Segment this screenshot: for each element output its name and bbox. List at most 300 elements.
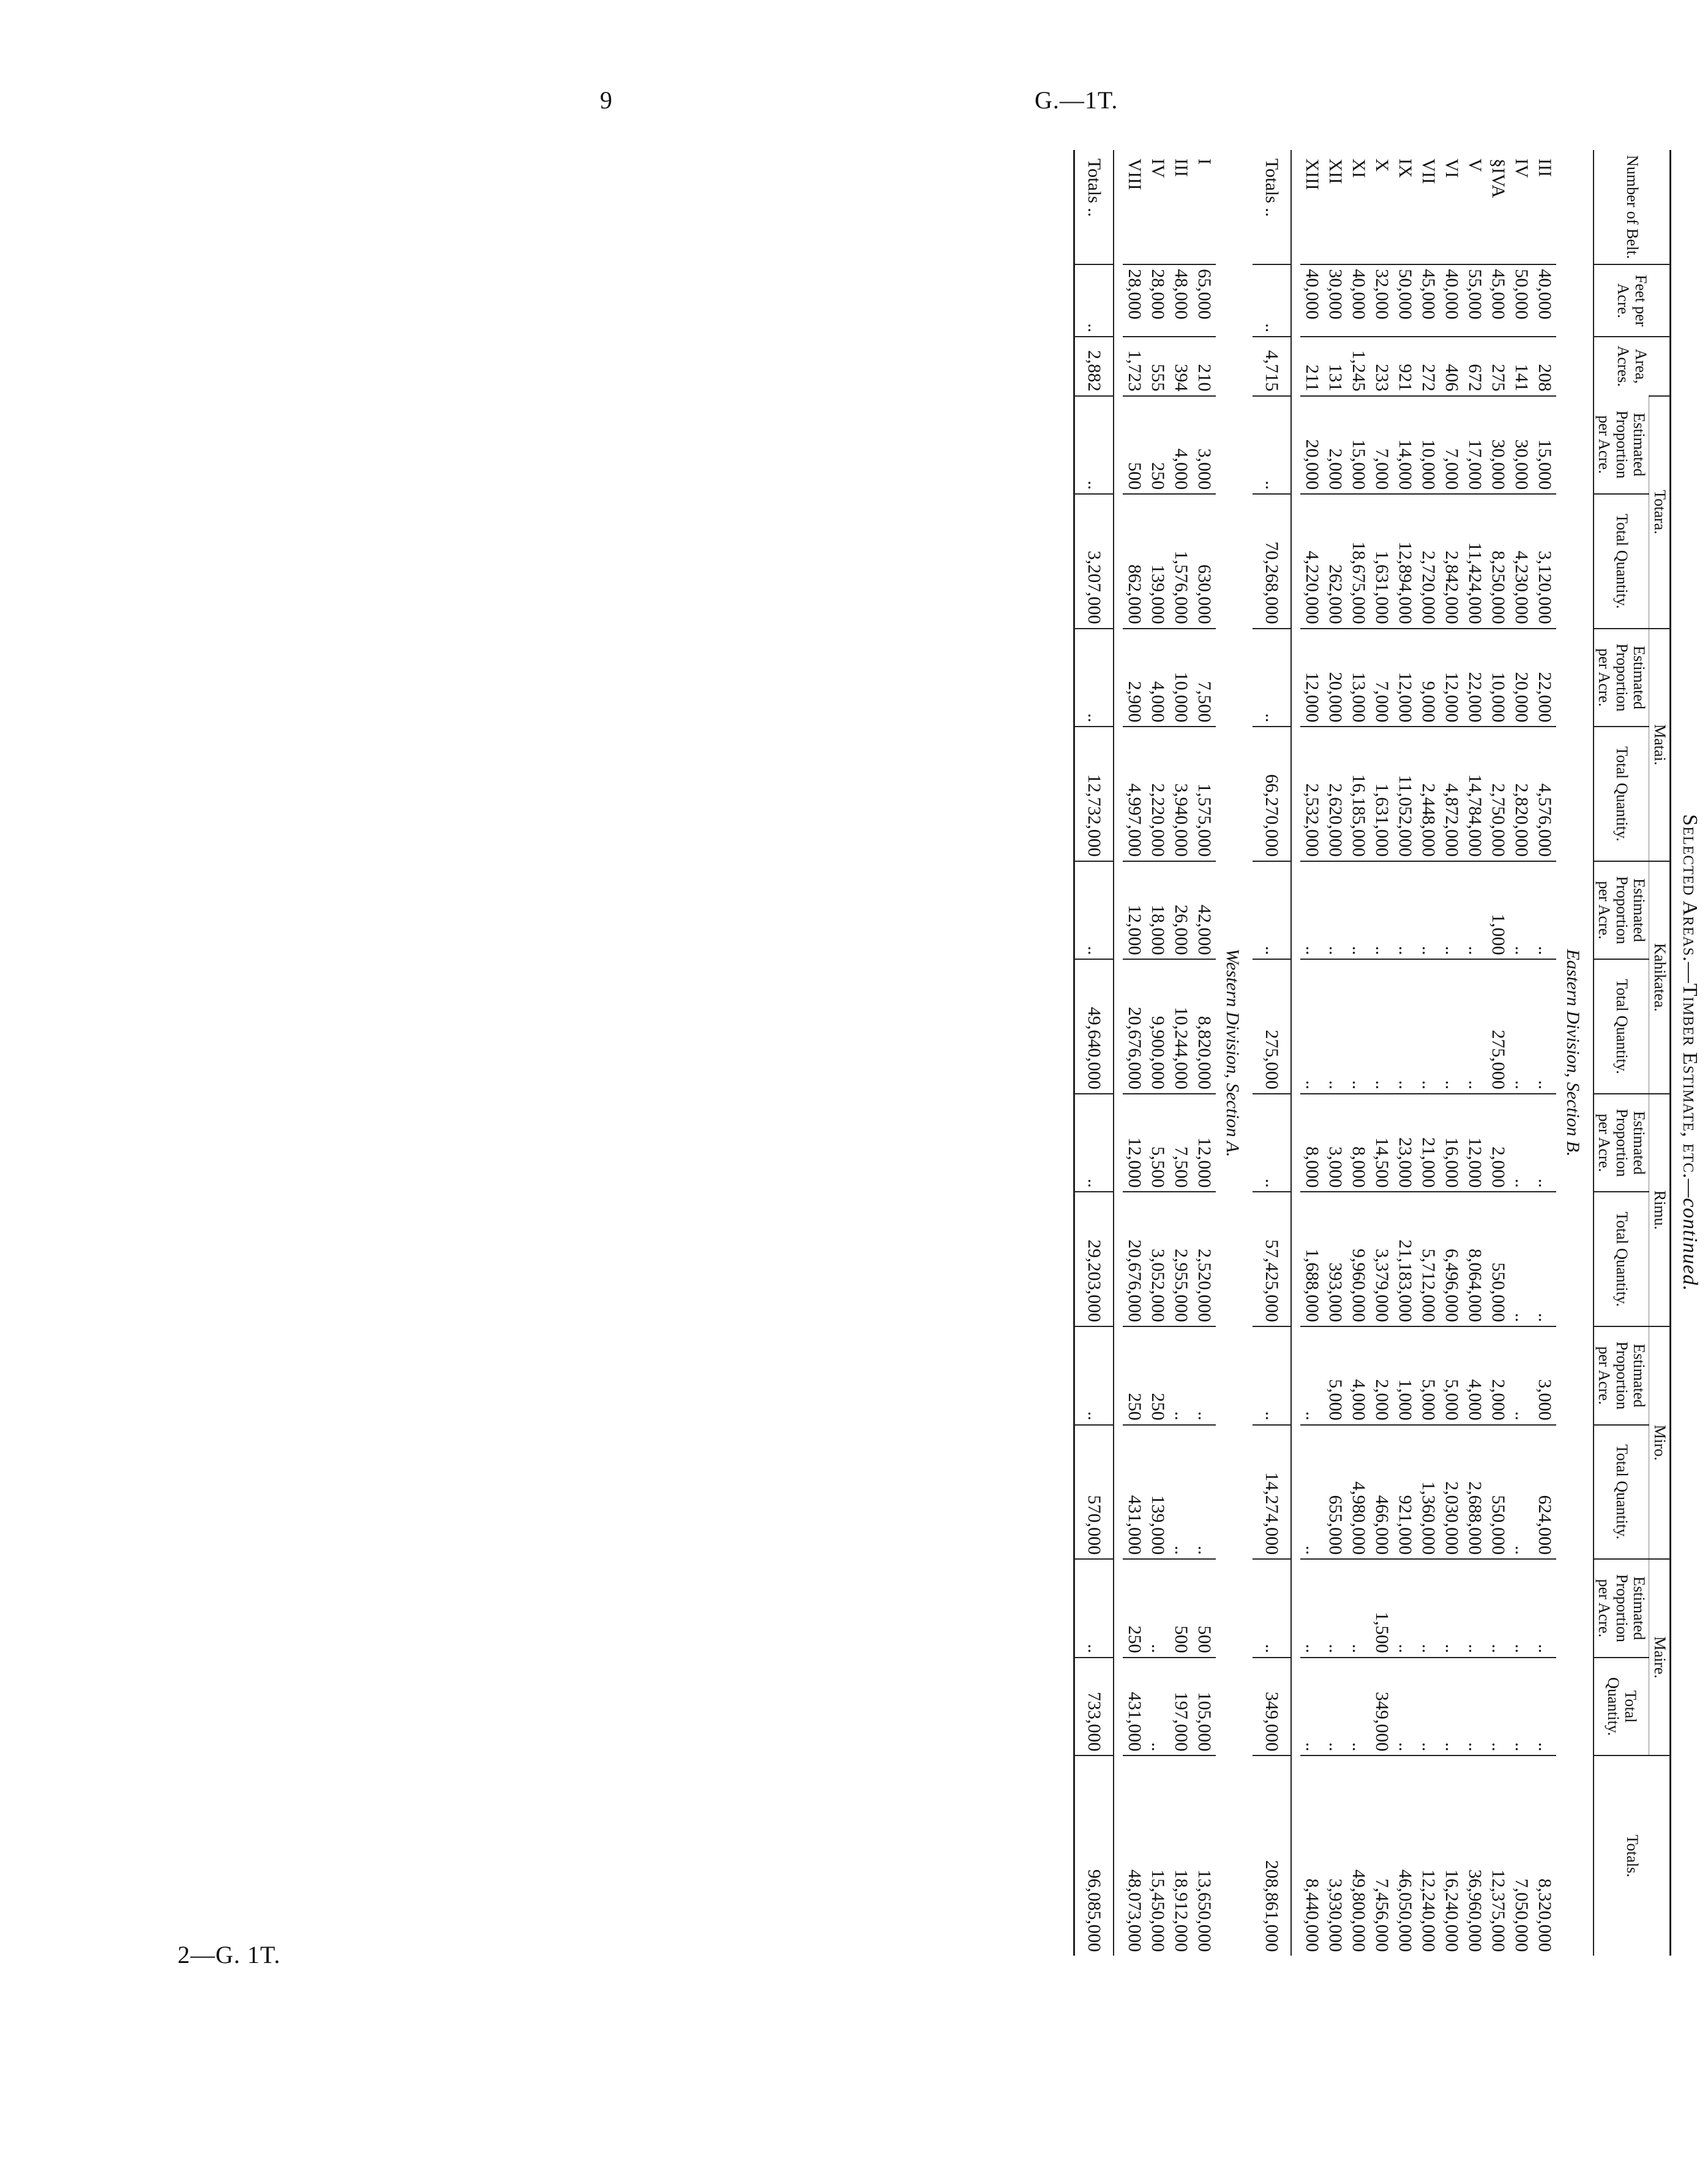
belt-cell: VI xyxy=(1441,159,1462,178)
value-cell: .. xyxy=(1300,959,1324,1094)
value-cell: 5,712,000 xyxy=(1417,1192,1440,1326)
value-cell: 2,000 xyxy=(1370,1326,1393,1425)
value-cell: 7,456,000 xyxy=(1370,1755,1393,1956)
value-cell: 272 xyxy=(1417,337,1440,395)
value-cell: 210 xyxy=(1193,337,1216,395)
value-cell: 12,894,000 xyxy=(1393,494,1417,629)
col-est-proportion: Estimated Proportion per Acre. xyxy=(1594,1326,1649,1425)
totals-cell: 208,861,000 xyxy=(1253,1755,1291,1956)
belt-cell: V xyxy=(1464,159,1485,172)
totals-cell: 2,882 xyxy=(1074,337,1114,395)
value-cell: 1,576,000 xyxy=(1169,494,1193,629)
eastern-division-body xyxy=(1253,150,1594,1956)
timber-estimate-table xyxy=(1073,150,1671,1956)
col-total-quantity: Total Quantity. xyxy=(1594,1658,1649,1756)
value-cell: .. xyxy=(1417,1559,1440,1658)
table-row xyxy=(1417,150,1440,1956)
value-cell: 275,000 xyxy=(1486,959,1510,1094)
totals-cell: .. xyxy=(1253,1559,1291,1658)
value-cell: 14,000 xyxy=(1393,396,1417,495)
value-cell: .. xyxy=(1347,861,1370,960)
value-cell: 49,800,000 xyxy=(1347,1755,1370,1956)
value-cell: 9,900,000 xyxy=(1146,959,1169,1094)
value-cell: 250 xyxy=(1123,1326,1146,1425)
value-cell: .. xyxy=(1417,861,1440,960)
col-total-quantity: Total Quantity. xyxy=(1594,1192,1649,1326)
col-est-proportion: Estimated Proportion per Acre. xyxy=(1594,861,1649,960)
table-row xyxy=(1463,150,1486,1956)
value-cell: 65,000 xyxy=(1193,264,1216,337)
value-cell: 262,000 xyxy=(1324,494,1347,629)
value-cell: 30,000 xyxy=(1324,264,1347,337)
value-cell: .. xyxy=(1486,1559,1510,1658)
value-cell: .. xyxy=(1370,959,1393,1094)
value-cell: 10,000 xyxy=(1417,396,1440,495)
value-cell: .. xyxy=(1440,1658,1463,1756)
value-cell: 2,900 xyxy=(1123,629,1146,727)
value-cell: 233 xyxy=(1370,337,1393,395)
value-cell: 12,000 xyxy=(1463,1094,1486,1192)
value-cell: .. xyxy=(1510,861,1533,960)
value-cell: 9,960,000 xyxy=(1347,1192,1370,1326)
value-cell: 105,000 xyxy=(1193,1658,1216,1756)
belt-cell: X xyxy=(1371,159,1392,172)
value-cell: 1,575,000 xyxy=(1193,727,1216,861)
value-cell: 10,000 xyxy=(1486,629,1510,727)
value-cell: 2,820,000 xyxy=(1510,727,1533,861)
value-cell: 8,064,000 xyxy=(1463,1192,1486,1326)
value-cell: 2,532,000 xyxy=(1300,727,1324,861)
value-cell: 12,000 xyxy=(1123,1094,1146,1192)
value-cell: .. xyxy=(1510,1094,1533,1192)
value-cell: .. xyxy=(1347,1658,1370,1756)
value-cell: 55,000 xyxy=(1463,264,1486,337)
totals-label: Totals .. xyxy=(1253,150,1291,264)
totals-cell: 14,274,000 xyxy=(1253,1425,1291,1560)
value-cell: .. xyxy=(1324,959,1347,1094)
value-cell: .. xyxy=(1169,1425,1193,1560)
table-header xyxy=(1594,150,1671,1956)
rotated-table-block xyxy=(912,150,1708,1956)
value-cell: 4,000 xyxy=(1347,1326,1370,1425)
table-row xyxy=(1533,150,1556,1956)
totals-cell: 275,000 xyxy=(1253,959,1291,1094)
totals-cell: .. xyxy=(1074,861,1114,960)
col-totara: Totara. xyxy=(1649,396,1671,629)
value-cell: .. xyxy=(1417,959,1440,1094)
value-cell: .. xyxy=(1146,1658,1169,1756)
value-cell: .. xyxy=(1510,1192,1533,1326)
col-est-proportion: Estimated Proportion per Acre. xyxy=(1594,1559,1649,1658)
value-cell: 4,000 xyxy=(1463,1326,1486,1425)
value-cell: 14,784,000 xyxy=(1463,727,1486,861)
totals-cell: .. xyxy=(1074,629,1114,727)
col-matai: Matai. xyxy=(1649,629,1671,861)
page-reference: G.—1T. xyxy=(1035,86,1118,114)
table-row xyxy=(1393,150,1417,1956)
value-cell: 5,000 xyxy=(1324,1326,1347,1425)
value-cell: 211 xyxy=(1300,337,1324,395)
value-cell: .. xyxy=(1463,959,1486,1094)
value-cell: 17,000 xyxy=(1463,396,1486,495)
value-cell: 30,000 xyxy=(1510,396,1533,495)
value-cell: 5,500 xyxy=(1146,1094,1169,1192)
value-cell: 406 xyxy=(1440,337,1463,395)
value-cell: 12,000 xyxy=(1123,861,1146,960)
value-cell: .. xyxy=(1324,1658,1347,1756)
totals-cell: .. xyxy=(1074,1326,1114,1425)
value-cell: .. xyxy=(1300,1326,1324,1425)
value-cell: 8,000 xyxy=(1300,1094,1324,1192)
value-cell: 921 xyxy=(1393,337,1417,395)
value-cell: .. xyxy=(1463,1559,1486,1658)
value-cell: .. xyxy=(1463,1658,1486,1756)
value-cell: .. xyxy=(1533,1559,1556,1658)
totals-cell: 12,732,000 xyxy=(1074,727,1114,861)
value-cell: 12,375,000 xyxy=(1486,1755,1510,1956)
value-cell: 3,000 xyxy=(1193,396,1216,495)
value-cell: 250 xyxy=(1123,1559,1146,1658)
value-cell: 10,244,000 xyxy=(1169,959,1193,1094)
belt-cell: XIII xyxy=(1302,159,1322,190)
value-cell: 3,120,000 xyxy=(1533,494,1556,629)
value-cell: .. xyxy=(1486,1658,1510,1756)
value-cell: 431,000 xyxy=(1123,1425,1146,1560)
value-cell: 2,520,000 xyxy=(1193,1192,1216,1326)
value-cell: 8,320,000 xyxy=(1533,1755,1556,1956)
value-cell: .. xyxy=(1533,959,1556,1094)
value-cell: 139,000 xyxy=(1146,494,1169,629)
value-cell: 21,183,000 xyxy=(1393,1192,1417,1326)
western-division-heading: Western Division, Section A. xyxy=(1222,948,1243,1157)
table-row xyxy=(1123,150,1146,1956)
value-cell: .. xyxy=(1169,1326,1193,1425)
value-cell: 2,620,000 xyxy=(1324,727,1347,861)
value-cell: 349,000 xyxy=(1370,1658,1393,1756)
table-row xyxy=(1510,150,1533,1956)
totals-cell: .. xyxy=(1074,1559,1114,1658)
table-row xyxy=(1370,150,1393,1956)
caption-continued: —continued. xyxy=(1679,1178,1701,1292)
value-cell: 550,000 xyxy=(1486,1425,1510,1560)
value-cell: .. xyxy=(1193,1326,1216,1425)
value-cell: 6,496,000 xyxy=(1440,1192,1463,1326)
value-cell: .. xyxy=(1300,1658,1324,1756)
value-cell: 2,030,000 xyxy=(1440,1425,1463,1560)
value-cell: .. xyxy=(1300,1559,1324,1658)
value-cell: 3,000 xyxy=(1533,1326,1556,1425)
value-cell: 139,000 xyxy=(1146,1425,1169,1560)
value-cell: 36,960,000 xyxy=(1463,1755,1486,1956)
col-total-quantity: Total Quantity. xyxy=(1594,1425,1649,1560)
value-cell: .. xyxy=(1510,1559,1533,1658)
value-cell: .. xyxy=(1533,1192,1556,1326)
totals-cell: 29,203,000 xyxy=(1074,1192,1114,1326)
totals-cell: 49,640,000 xyxy=(1074,959,1114,1094)
totals-cell: .. xyxy=(1074,396,1114,495)
table-row xyxy=(1324,150,1347,1956)
value-cell: 30,000 xyxy=(1486,396,1510,495)
totals-cell: .. xyxy=(1253,1326,1291,1425)
value-cell: 40,000 xyxy=(1300,264,1324,337)
value-cell: .. xyxy=(1347,959,1370,1094)
value-cell: 15,000 xyxy=(1533,396,1556,495)
value-cell: 20,676,000 xyxy=(1123,959,1146,1094)
value-cell: 7,500 xyxy=(1169,1094,1193,1192)
value-cell: 3,930,000 xyxy=(1324,1755,1347,1956)
totals-cell: 4,715 xyxy=(1253,337,1291,395)
totals-cell: .. xyxy=(1253,1094,1291,1192)
value-cell: 32,000 xyxy=(1370,264,1393,337)
value-cell: 500 xyxy=(1193,1559,1216,1658)
value-cell: 2,000 xyxy=(1486,1326,1510,1425)
value-cell: 431,000 xyxy=(1123,1658,1146,1756)
value-cell: .. xyxy=(1393,1658,1417,1756)
col-maire: Maire. xyxy=(1649,1559,1671,1755)
value-cell: 7,000 xyxy=(1370,629,1393,727)
totals-cell: 70,268,000 xyxy=(1253,494,1291,629)
col-feet: Feet per Acre. xyxy=(1594,264,1671,337)
value-cell: .. xyxy=(1440,959,1463,1094)
page-number: 9 xyxy=(600,86,612,114)
value-cell: 1,000 xyxy=(1486,861,1510,960)
value-cell: .. xyxy=(1533,1658,1556,1756)
col-rimu: Rimu. xyxy=(1649,1094,1671,1326)
totals-cell: .. xyxy=(1074,264,1114,337)
value-cell: 655,000 xyxy=(1324,1425,1347,1560)
value-cell: 7,500 xyxy=(1193,629,1216,727)
value-cell: .. xyxy=(1417,1658,1440,1756)
value-cell: 4,000 xyxy=(1169,396,1193,495)
value-cell: 5,000 xyxy=(1417,1326,1440,1425)
totals-cell: 3,207,000 xyxy=(1074,494,1114,629)
totals-row xyxy=(1074,150,1114,1956)
value-cell: 40,000 xyxy=(1533,264,1556,337)
value-cell: 20,000 xyxy=(1324,629,1347,727)
value-cell: 5,000 xyxy=(1440,1326,1463,1425)
totals-cell: 66,270,000 xyxy=(1253,727,1291,861)
totals-cell: .. xyxy=(1253,629,1291,727)
value-cell: 20,000 xyxy=(1510,629,1533,727)
col-area: Area, Acres. xyxy=(1594,337,1671,395)
value-cell: 50,000 xyxy=(1393,264,1417,337)
belt-cell: §IVA xyxy=(1488,159,1508,198)
value-cell: 672 xyxy=(1463,337,1486,395)
col-belt: Number of Belt. xyxy=(1594,150,1671,264)
value-cell: 12,000 xyxy=(1393,629,1417,727)
value-cell: 250 xyxy=(1146,396,1169,495)
belt-cell: VII xyxy=(1418,159,1439,184)
value-cell: 48,000 xyxy=(1169,264,1193,337)
value-cell: 4,997,000 xyxy=(1123,727,1146,861)
value-cell: 46,050,000 xyxy=(1393,1755,1417,1956)
value-cell: 14,500 xyxy=(1370,1094,1393,1192)
value-cell: 20,000 xyxy=(1300,396,1324,495)
value-cell: 250 xyxy=(1146,1326,1169,1425)
value-cell: 11,052,000 xyxy=(1393,727,1417,861)
value-cell: .. xyxy=(1300,861,1324,960)
totals-cell: 733,000 xyxy=(1074,1658,1114,1756)
value-cell: 16,240,000 xyxy=(1440,1755,1463,1956)
value-cell: 7,050,000 xyxy=(1510,1755,1533,1956)
totals-cell: .. xyxy=(1074,1094,1114,1192)
value-cell: 28,000 xyxy=(1123,264,1146,337)
value-cell: 21,000 xyxy=(1417,1094,1440,1192)
value-cell: .. xyxy=(1393,861,1417,960)
totals-cell: .. xyxy=(1253,396,1291,495)
totals-cell: 570,000 xyxy=(1074,1425,1114,1560)
value-cell: 40,000 xyxy=(1347,264,1370,337)
value-cell: 275 xyxy=(1486,337,1510,395)
totals-cell: 96,085,000 xyxy=(1074,1755,1114,1956)
value-cell: 1,245 xyxy=(1347,337,1370,395)
eastern-division-heading: Eastern Division, Section B. xyxy=(1562,949,1583,1157)
table-row xyxy=(1440,150,1463,1956)
value-cell: 2,750,000 xyxy=(1486,727,1510,861)
totals-cell: .. xyxy=(1253,861,1291,960)
value-cell: 550,000 xyxy=(1486,1192,1510,1326)
value-cell: 624,000 xyxy=(1533,1425,1556,1560)
belt-cell: IV xyxy=(1147,159,1168,178)
belt-cell: III xyxy=(1534,159,1555,177)
value-cell: 4,576,000 xyxy=(1533,727,1556,861)
value-cell: 2,000 xyxy=(1324,396,1347,495)
value-cell: 1,723 xyxy=(1123,337,1146,395)
value-cell: 8,000 xyxy=(1347,1094,1370,1192)
value-cell: 393,000 xyxy=(1324,1192,1347,1326)
value-cell: 630,000 xyxy=(1193,494,1216,629)
table-row xyxy=(1300,150,1324,1956)
table-row xyxy=(1146,150,1169,1956)
col-total-quantity: Total Quantity. xyxy=(1594,959,1649,1094)
value-cell: .. xyxy=(1533,1094,1556,1192)
value-cell: 22,000 xyxy=(1533,629,1556,727)
value-cell: .. xyxy=(1370,861,1393,960)
table-row xyxy=(1347,150,1370,1956)
col-total-quantity: Total Quantity. xyxy=(1594,727,1649,861)
value-cell: 1,688,000 xyxy=(1300,1192,1324,1326)
value-cell: 9,000 xyxy=(1417,629,1440,727)
value-cell: 16,000 xyxy=(1440,1094,1463,1192)
value-cell: 13,000 xyxy=(1347,629,1370,727)
value-cell: 42,000 xyxy=(1193,861,1216,960)
western-division-body xyxy=(1074,150,1253,1956)
value-cell: 22,000 xyxy=(1463,629,1486,727)
value-cell: 2,955,000 xyxy=(1169,1192,1193,1326)
col-totals: Totals. xyxy=(1594,1755,1671,1956)
belt-cell: III xyxy=(1171,159,1191,177)
value-cell: 50,000 xyxy=(1510,264,1533,337)
value-cell: 500 xyxy=(1169,1559,1193,1658)
value-cell: .. xyxy=(1324,861,1347,960)
value-cell: 2,720,000 xyxy=(1417,494,1440,629)
value-cell: 8,820,000 xyxy=(1193,959,1216,1094)
belt-cell: VIII xyxy=(1124,159,1145,190)
col-kahikatea: Kahikatea. xyxy=(1649,861,1671,1094)
value-cell: .. xyxy=(1510,1326,1533,1425)
value-cell: .. xyxy=(1510,959,1533,1094)
belt-cell: XII xyxy=(1325,159,1346,184)
value-cell: 921,000 xyxy=(1393,1425,1417,1560)
value-cell: 394 xyxy=(1169,337,1193,395)
value-cell: 500 xyxy=(1123,396,1146,495)
value-cell: 23,000 xyxy=(1393,1094,1417,1192)
value-cell: 7,000 xyxy=(1440,396,1463,495)
value-cell: 2,842,000 xyxy=(1440,494,1463,629)
value-cell: .. xyxy=(1510,1658,1533,1756)
value-cell: .. xyxy=(1393,1559,1417,1658)
totals-cell: 57,425,000 xyxy=(1253,1192,1291,1326)
value-cell: 2,000 xyxy=(1486,1094,1510,1192)
value-cell: 555 xyxy=(1146,337,1169,395)
totals-row xyxy=(1253,150,1291,1956)
value-cell: 45,000 xyxy=(1417,264,1440,337)
value-cell: 45,000 xyxy=(1486,264,1510,337)
value-cell: 1,631,000 xyxy=(1370,727,1393,861)
totals-cell: .. xyxy=(1253,264,1291,337)
value-cell: 10,000 xyxy=(1169,629,1193,727)
value-cell: 7,000 xyxy=(1370,396,1393,495)
value-cell: .. xyxy=(1533,861,1556,960)
value-cell: 16,185,000 xyxy=(1347,727,1370,861)
belt-cell: XI xyxy=(1348,159,1369,178)
value-cell: 28,000 xyxy=(1146,264,1169,337)
value-cell: 3,940,000 xyxy=(1169,727,1193,861)
value-cell: 4,980,000 xyxy=(1347,1425,1370,1560)
value-cell: 4,230,000 xyxy=(1510,494,1533,629)
col-est-proportion: Estimated Proportion per Acre. xyxy=(1594,396,1649,495)
value-cell: 3,052,000 xyxy=(1146,1192,1169,1326)
value-cell: 1,631,000 xyxy=(1370,494,1393,629)
value-cell: 3,379,000 xyxy=(1370,1192,1393,1326)
value-cell: .. xyxy=(1347,1559,1370,1658)
value-cell: 15,450,000 xyxy=(1146,1755,1169,1956)
col-est-proportion: Estimated Proportion per Acre. xyxy=(1594,1094,1649,1192)
value-cell: .. xyxy=(1393,959,1417,1094)
value-cell: .. xyxy=(1324,1559,1347,1658)
value-cell: .. xyxy=(1193,1425,1216,1560)
value-cell: 4,220,000 xyxy=(1300,494,1324,629)
value-cell: 18,000 xyxy=(1146,861,1169,960)
value-cell: 8,440,000 xyxy=(1300,1755,1324,1956)
value-cell: 2,448,000 xyxy=(1417,727,1440,861)
table-row xyxy=(1193,150,1216,1956)
table-caption xyxy=(1671,150,1708,1956)
belt-cell: I xyxy=(1194,159,1215,165)
value-cell: 12,000 xyxy=(1193,1094,1216,1192)
value-cell: 11,424,000 xyxy=(1463,494,1486,629)
value-cell: 18,912,000 xyxy=(1169,1755,1193,1956)
caption-title: Selected Areas.—Timber Estimate, etc. xyxy=(1679,814,1701,1179)
value-cell: 12,240,000 xyxy=(1417,1755,1440,1956)
value-cell: 48,073,000 xyxy=(1123,1755,1146,1956)
totals-label: Totals .. xyxy=(1074,150,1114,264)
col-miro: Miro. xyxy=(1649,1326,1671,1559)
value-cell: 2,220,000 xyxy=(1146,727,1169,861)
value-cell: .. xyxy=(1300,1425,1324,1560)
value-cell: 131 xyxy=(1324,337,1347,395)
table-row xyxy=(1486,150,1510,1956)
value-cell: 26,000 xyxy=(1169,861,1193,960)
value-cell: .. xyxy=(1510,1425,1533,1560)
value-cell: 4,000 xyxy=(1146,629,1169,727)
totals-cell: 349,000 xyxy=(1253,1658,1291,1756)
value-cell: 197,000 xyxy=(1169,1658,1193,1756)
value-cell: 208 xyxy=(1533,337,1556,395)
value-cell: 20,676,000 xyxy=(1123,1192,1146,1326)
value-cell: 1,000 xyxy=(1393,1326,1417,1425)
table-row xyxy=(1169,150,1193,1956)
